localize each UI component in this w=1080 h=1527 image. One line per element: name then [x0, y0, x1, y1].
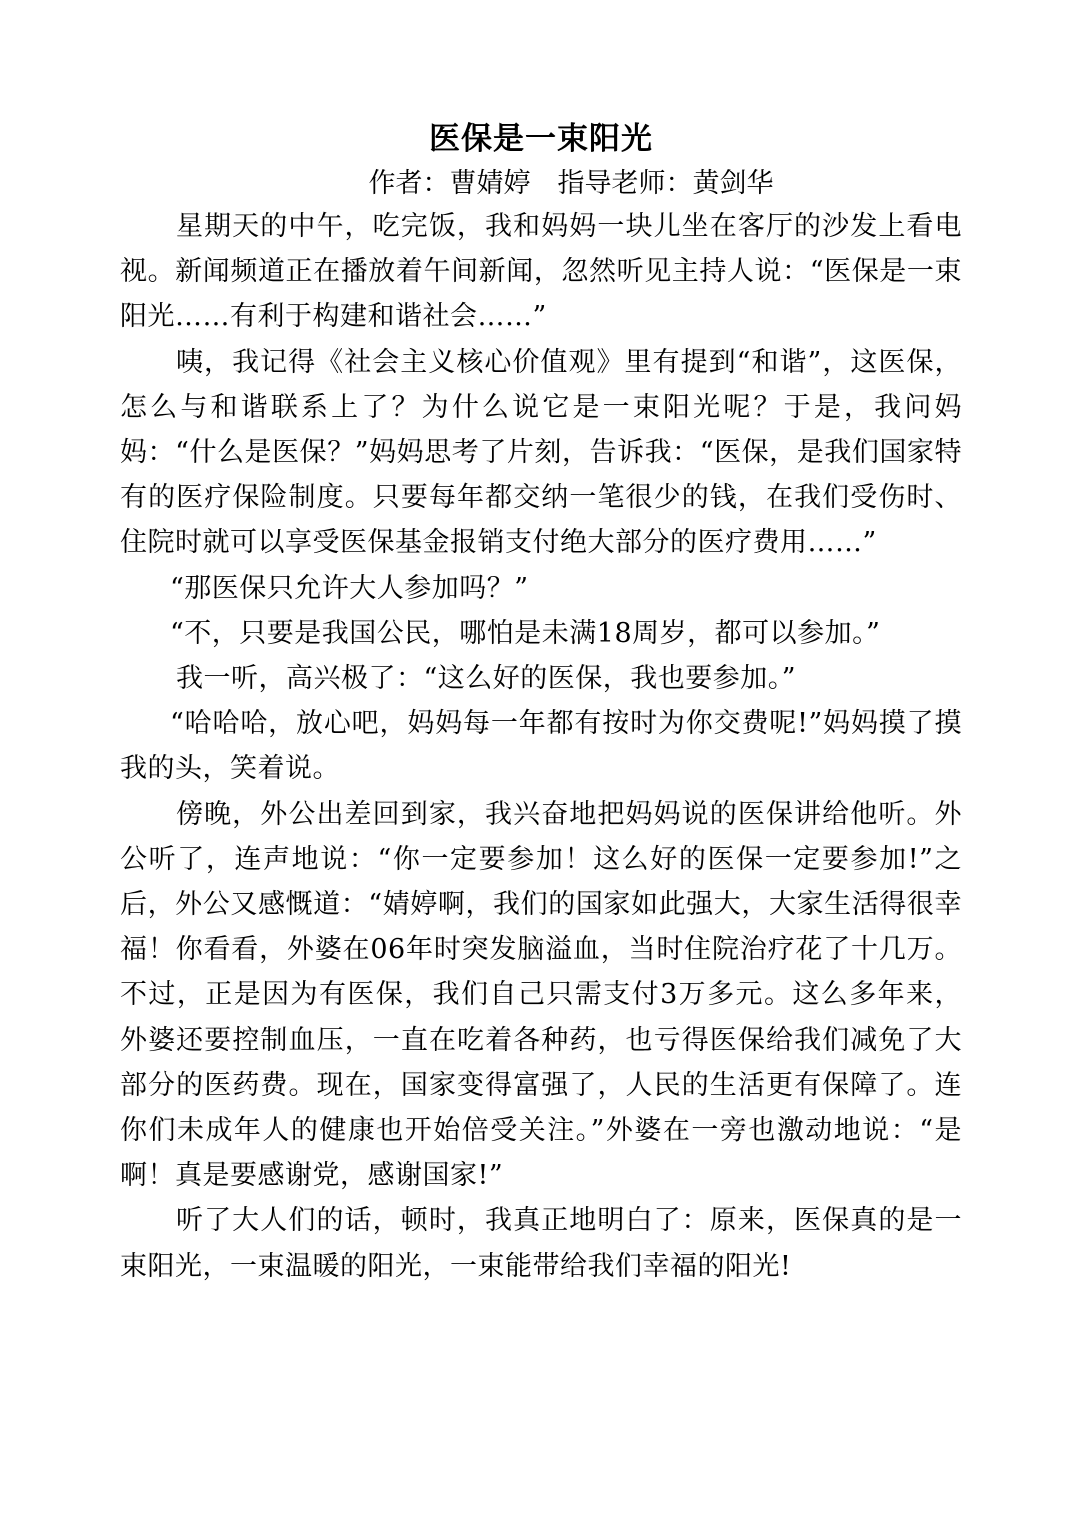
paragraph: “哈哈哈，放心吧，妈妈每一年都有按时为你交费呢!”妈妈摸了摸我的头，笑着说。 [120, 708, 962, 785]
author-byline: 作者：曹婧婷 指导老师：黄剑华 [368, 168, 774, 199]
document-page [120, 114, 962, 1289]
document-body [120, 204, 962, 1289]
paragraph: 听了大人们的话，顿时，我真正地明白了：原来，医保真的是一束阳光，一束温暖的阳光，一束能带给我们幸福的阳光! [120, 1205, 962, 1282]
paragraph: 傍晚，外公出差回到家，我兴奋地把妈妈说的医保讲给他听。外公听了，连声地说：“你一定要参加！这么好的医保一定要参加!”之后，外公又感慨道：“婧婷啊，我们的国家如此强大，大家生活得很幸福！你看看，外婆在06年时突发脑溢血，当时住院治疗花了十几万。不过，正是因为有医保，我们自己只需支付3万多元。这么多年来，外婆还要控制血压，一直在吃着各种药，也亏得医保给我们减免了大部分的医药费。现在，国家变得富强了，人民的生活更有保障了。连你们未成年人的健康也开始倍受关注。”外婆在一旁也激动地说：“是啊！真是要感谢党，感谢国家!” [120, 798, 962, 1192]
paragraph: “不，只要是我国公民，哪怕是未满18周岁，都可以参加。” [170, 617, 881, 649]
paragraph: 星期天的中午，吃完饭，我和妈妈一块儿坐在客厅的沙发上看电视。新闻频道正在播放着午间新闻，忽然听见主持人说：“医保是一束阳光……有利于构建和谐社会……” [120, 211, 962, 333]
document-title: 医保是一束阳光 [429, 121, 653, 157]
paragraph: 我一听，高兴极了：“这么好的医保，我也要参加。” [176, 663, 797, 695]
paragraph: 咦，我记得《社会主义核心价值观》里有提到“和谐”，这医保，怎么与和谐联系上了？为什么说它是一束阳光呢？于是，我问妈妈：“什么是医保？”妈妈思考了片刻，告诉我：“医保，是我们国家特有的医疗保险制度。只要每年都交纳一笔很少的钱，在我们受伤时、住院时就可以享受医保基金报销支付绝大部分的医疗费用……” [120, 346, 962, 559]
paragraph: “那医保只允许大人参加吗？” [170, 572, 529, 604]
